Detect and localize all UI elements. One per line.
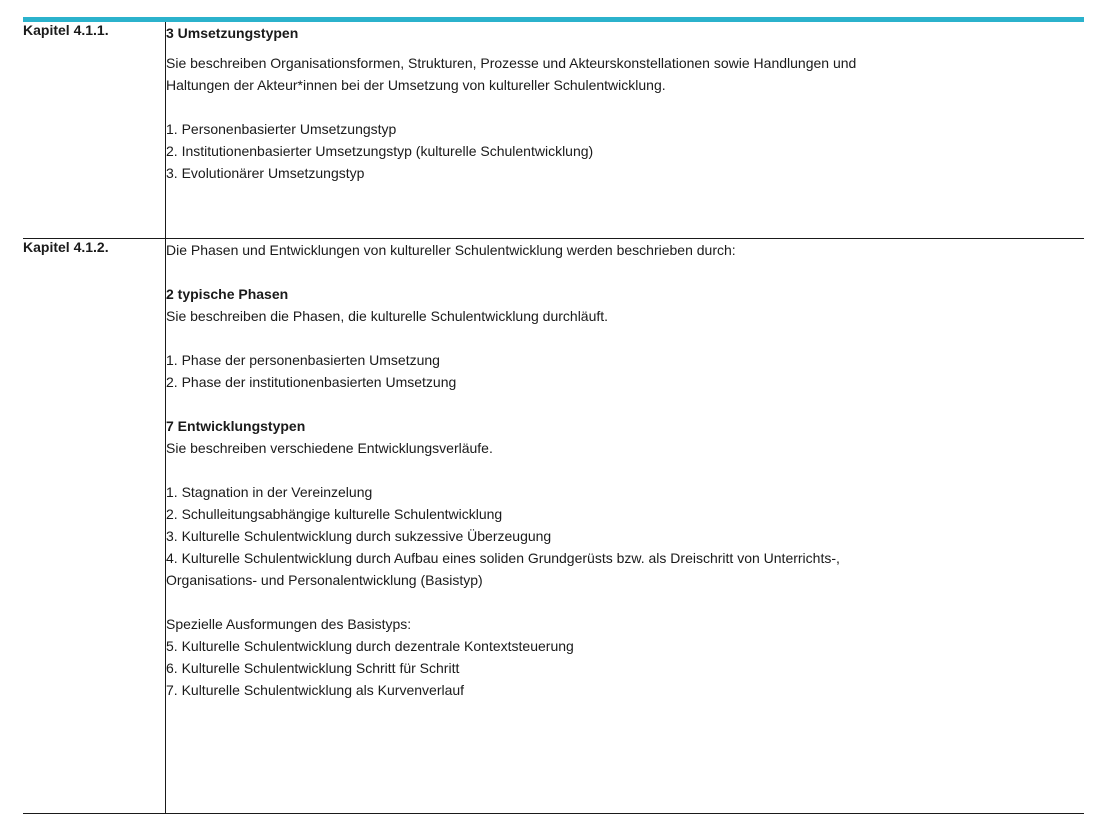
intro-line: Haltungen der Akteur*innen bei der Umsetzung von kultureller Schulentwicklung. — [166, 77, 666, 93]
subsection-heading: Spezielle Ausformungen des Basistyps: — [166, 616, 412, 632]
section-title: 2 typische Phasen — [166, 286, 289, 302]
list-item: 1. Personenbasierter Umsetzungstyp — [166, 121, 397, 137]
chapter-label: Kapitel 4.1.1. — [23, 22, 166, 239]
list-item: 3. Kulturelle Schulentwicklung durch sukzessive Überzeugung — [166, 528, 552, 544]
list-item: 1. Stagnation in der Vereinzelung — [166, 484, 373, 500]
section-title: 3 Umsetzungstypen — [166, 25, 299, 41]
chapter-table — [23, 22, 1084, 814]
list-item: 1. Phase der personenbasierten Umsetzung — [166, 352, 440, 368]
phase-list — [166, 349, 1084, 393]
intro-line: Sie beschreiben Organisationsformen, Strukturen, Prozesse und Akteurskonstellationen sowie Handlungen und — [166, 55, 857, 71]
list-item: 2. Institutionenbasierter Umsetzungstyp (kulturelle Schulentwicklung) — [166, 143, 594, 159]
list-item: 3. Evolutionärer Umsetzungstyp — [166, 165, 365, 181]
chapter-content — [166, 239, 1085, 814]
list-item: 4. Kulturelle Schulentwicklung durch Aufbau eines soliden Grundgerüsts bzw. als Dreischritt von Unterrichts-, — [166, 550, 840, 566]
list-item-continuation: Organisations- und Personalentwicklung (Basistyp) — [166, 572, 483, 588]
list-item: 2. Phase der institutionenbasierten Umsetzung — [166, 374, 457, 390]
list-item: 5. Kulturelle Schulentwicklung durch dezentrale Kontextsteuerung — [166, 638, 574, 654]
list-item: 2. Schulleitungsabhängige kulturelle Schulentwicklung — [166, 506, 503, 522]
table-row — [23, 239, 1084, 814]
chapter-label: Kapitel 4.1.2. — [23, 239, 166, 814]
chapter-content — [166, 22, 1085, 239]
type-list — [166, 118, 1084, 184]
section-description: Sie beschreiben die Phasen, die kulturelle Schulentwicklung durchläuft. — [166, 308, 609, 324]
table-row — [23, 22, 1084, 239]
section-description: Sie beschreiben verschiedene Entwicklungsverläufe. — [166, 440, 493, 456]
type-list — [166, 481, 1084, 591]
list-item: 7. Kulturelle Schulentwicklung als Kurvenverlauf — [166, 682, 465, 698]
special-list — [166, 635, 1084, 701]
list-item: 6. Kulturelle Schulentwicklung Schritt für Schritt — [166, 660, 460, 676]
intro-line: Die Phasen und Entwicklungen von kultureller Schulentwicklung werden beschrieben durch: — [166, 242, 736, 258]
section-title: 7 Entwicklungstypen — [166, 418, 306, 434]
